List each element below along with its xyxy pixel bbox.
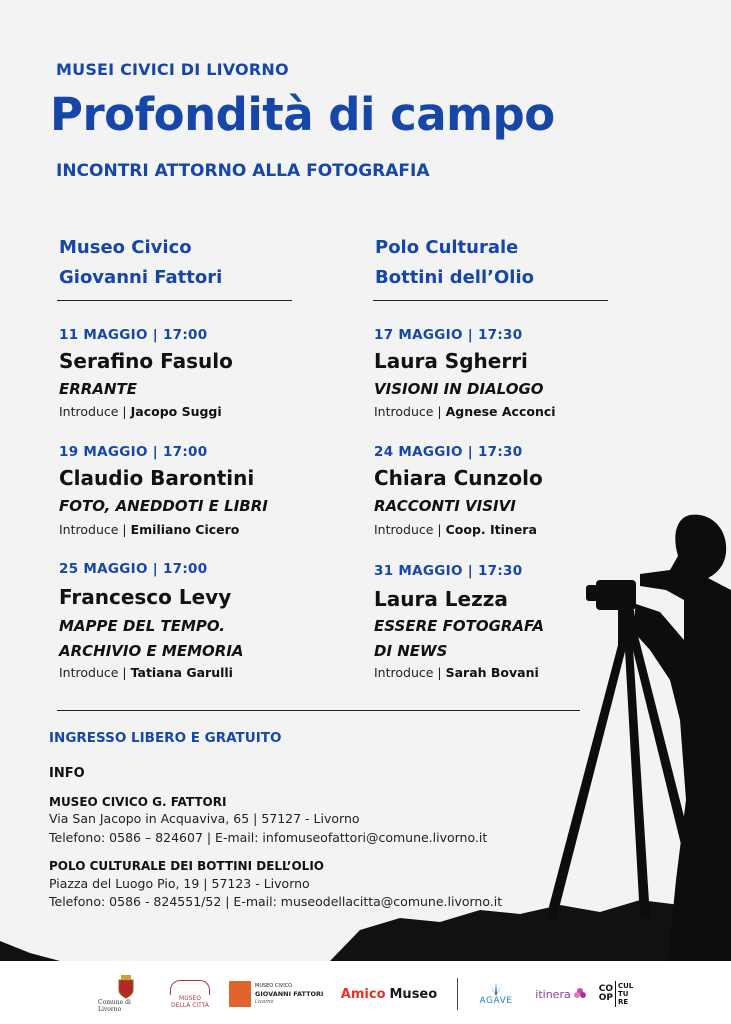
event-introducer: Introduce | Coop. Itinera bbox=[374, 522, 537, 537]
event-date: 31 MAGGIO | 17:30 bbox=[374, 563, 523, 579]
event-speaker: Claudio Barontini bbox=[59, 466, 255, 490]
museo-della-citta-logo: MUSEO DELLA CITTÀ bbox=[167, 974, 213, 1014]
page-subtitle: INCONTRI ATTORNO ALLA FOTOGRAFIA bbox=[56, 161, 430, 181]
flower-icon bbox=[573, 987, 587, 1001]
right-divider bbox=[373, 300, 608, 301]
rock-shape bbox=[0, 935, 60, 961]
fattori-mark-icon bbox=[229, 981, 251, 1007]
event-title: FOTO, ANEDDOTI E LIBRI bbox=[59, 497, 268, 515]
itinera-logo: itinera bbox=[532, 974, 590, 1014]
right-venue-line1: Polo Culturale bbox=[375, 237, 519, 258]
event-speaker: Francesco Levy bbox=[59, 585, 232, 609]
event-date: 19 MAGGIO | 17:00 bbox=[59, 444, 208, 460]
left-divider bbox=[57, 300, 292, 301]
right-venue-name bbox=[375, 233, 534, 293]
left-venue-name bbox=[59, 233, 222, 293]
event-introducer: Introduce | Tatiana Garulli bbox=[59, 665, 233, 680]
left-venue-line2: Giovanni Fattori bbox=[59, 267, 223, 288]
museum-address: Via San Jacopo in Acquaviva, 65 | 57127 - Livorno bbox=[49, 811, 360, 826]
event-date: 24 MAGGIO | 17:30 bbox=[374, 444, 523, 460]
event-introducer: Introduce | Agnese Acconci bbox=[374, 404, 556, 419]
comune-livorno-logo: Comune di Livorno bbox=[98, 974, 154, 1014]
event-introducer: Introduce | Emiliano Cicero bbox=[59, 522, 240, 537]
info-heading: INFO bbox=[49, 766, 85, 781]
museum-contacts: Telefono: 0586 – 824607 | E-mail: infomuseofattori@comune.livorno.it bbox=[49, 830, 488, 845]
event-title: VISIONI IN DIALOGO bbox=[374, 380, 544, 398]
page-title: Profondità di campo bbox=[50, 88, 555, 141]
event-introducer: Introduce | Jacopo Suggi bbox=[59, 404, 222, 419]
event-date: 11 MAGGIO | 17:00 bbox=[59, 327, 208, 343]
agave-logo: AGAVE bbox=[472, 974, 520, 1014]
polo-name: POLO CULTURALE DEI BOTTINI DELL’OLIO bbox=[49, 859, 324, 873]
event-speaker: Chiara Cunzolo bbox=[374, 466, 543, 490]
event-title: ERRANTE bbox=[59, 380, 137, 398]
footer-separator bbox=[457, 978, 458, 1010]
left-venue-line1: Museo Civico bbox=[59, 237, 192, 258]
free-entry-note: INGRESSO LIBERO E GRATUITO bbox=[49, 730, 282, 746]
right-venue-line2: Bottini dell’Olio bbox=[375, 267, 534, 288]
event-title-line2: DI NEWS bbox=[374, 642, 448, 660]
museo-fattori-logo: MUSEO CIVICO GIOVANNI FATTORI Livorno bbox=[229, 974, 329, 1014]
coat-of-arms-icon bbox=[117, 975, 135, 999]
event-speaker: Laura Sgherri bbox=[374, 349, 528, 373]
coop-culture-logo: CO OP CUL TU RE bbox=[598, 982, 634, 1006]
event-date: 25 MAGGIO | 17:00 bbox=[59, 561, 208, 577]
event-title: ESSERE FOTOGRAFA bbox=[374, 617, 544, 635]
section-divider bbox=[57, 710, 580, 711]
event-title: RACCONTI VISIVI bbox=[374, 497, 516, 515]
event-speaker: Serafino Fasulo bbox=[59, 349, 233, 373]
polo-contacts: Telefono: 0586 - 824551/52 | E-mail: museodellacitta@comune.livorno.it bbox=[49, 894, 503, 909]
event-speaker: Laura Lezza bbox=[374, 587, 508, 611]
polo-address: Piazza del Luogo Pio, 19 | 57123 - Livorno bbox=[49, 876, 310, 891]
museum-name: MUSEO CIVICO G. FATTORI bbox=[49, 795, 227, 809]
amico-museo-logo: Amico Museo bbox=[340, 986, 438, 1002]
event-date: 17 MAGGIO | 17:30 bbox=[374, 327, 523, 343]
event-title: MAPPE DEL TEMPO. bbox=[59, 617, 225, 635]
event-title-line2: ARCHIVIO E MEMORIA bbox=[59, 642, 244, 660]
header-kicker: MUSEI CIVICI DI LIVORNO bbox=[56, 60, 289, 79]
agave-plant-icon bbox=[486, 982, 506, 996]
event-introducer: Introduce | Sarah Bovani bbox=[374, 665, 539, 680]
